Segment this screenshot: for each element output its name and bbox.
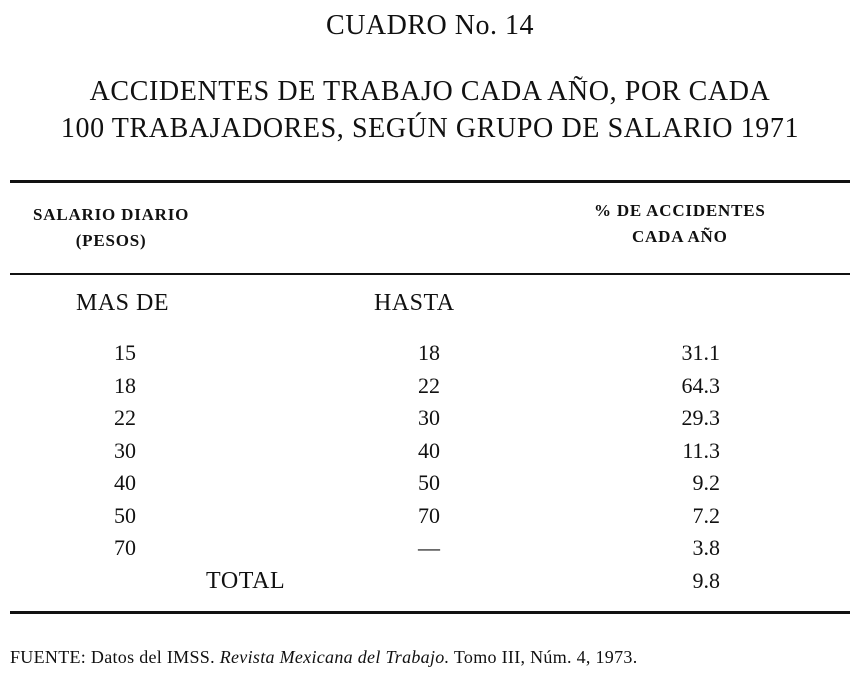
row-pct: 3.8 — [692, 535, 720, 560]
salary-header-line-1: SALARIO DIARIO — [33, 205, 190, 224]
table-title-line-1: ACCIDENTES DE TRABAJO CADA AÑO, POR CADA — [89, 76, 771, 107]
source-suffix: Tomo III, Núm. 4, 1973. — [453, 647, 638, 667]
salary-column-header — [33, 202, 189, 254]
source-journal: Revista Mexicana del Trabajo. — [219, 647, 450, 667]
row-from: 50 — [114, 503, 136, 528]
row-to: 70 — [418, 503, 440, 528]
pct-header-line-2: CADA AÑO — [631, 227, 728, 246]
pct-header-line-1: % DE ACCIDENTES — [594, 201, 766, 220]
to-subheader: HASTA — [374, 290, 455, 316]
row-to: 30 — [418, 405, 440, 430]
row-from: 40 — [114, 470, 136, 495]
row-pct: 64.3 — [681, 373, 720, 398]
table-title-line-2: 100 TRABAJADORES, SEGÚN GRUPO DE SALARIO 1971 — [60, 113, 800, 144]
row-from: 22 — [114, 405, 136, 430]
row-to: — — [418, 535, 440, 560]
source-prefix: FUENTE: Datos del IMSS. — [10, 647, 215, 667]
row-from: 15 — [114, 340, 136, 365]
row-to: 22 — [418, 373, 440, 398]
row-pct: 31.1 — [681, 340, 720, 365]
header-rule — [10, 273, 850, 275]
row-to: 50 — [418, 470, 440, 495]
row-from: 18 — [114, 373, 136, 398]
row-pct: 29.3 — [681, 405, 720, 430]
total-pct: 9.8 — [692, 568, 720, 593]
top-rule — [10, 180, 850, 183]
row-pct: 11.3 — [682, 438, 720, 463]
salary-header-line-2: (PESOS) — [75, 231, 147, 250]
total-label: TOTAL — [206, 568, 286, 594]
row-from: 30 — [114, 438, 136, 463]
row-from: 70 — [114, 535, 136, 560]
table-number: CUADRO No. 14 — [326, 10, 534, 41]
row-pct: 7.2 — [692, 503, 720, 528]
row-to: 18 — [418, 340, 440, 365]
accident-pct-column-header — [594, 198, 766, 250]
from-subheader: MAS DE — [76, 290, 170, 316]
source-note — [10, 647, 638, 668]
row-to: 40 — [418, 438, 440, 463]
bottom-rule — [10, 611, 850, 614]
row-pct: 9.2 — [692, 470, 720, 495]
